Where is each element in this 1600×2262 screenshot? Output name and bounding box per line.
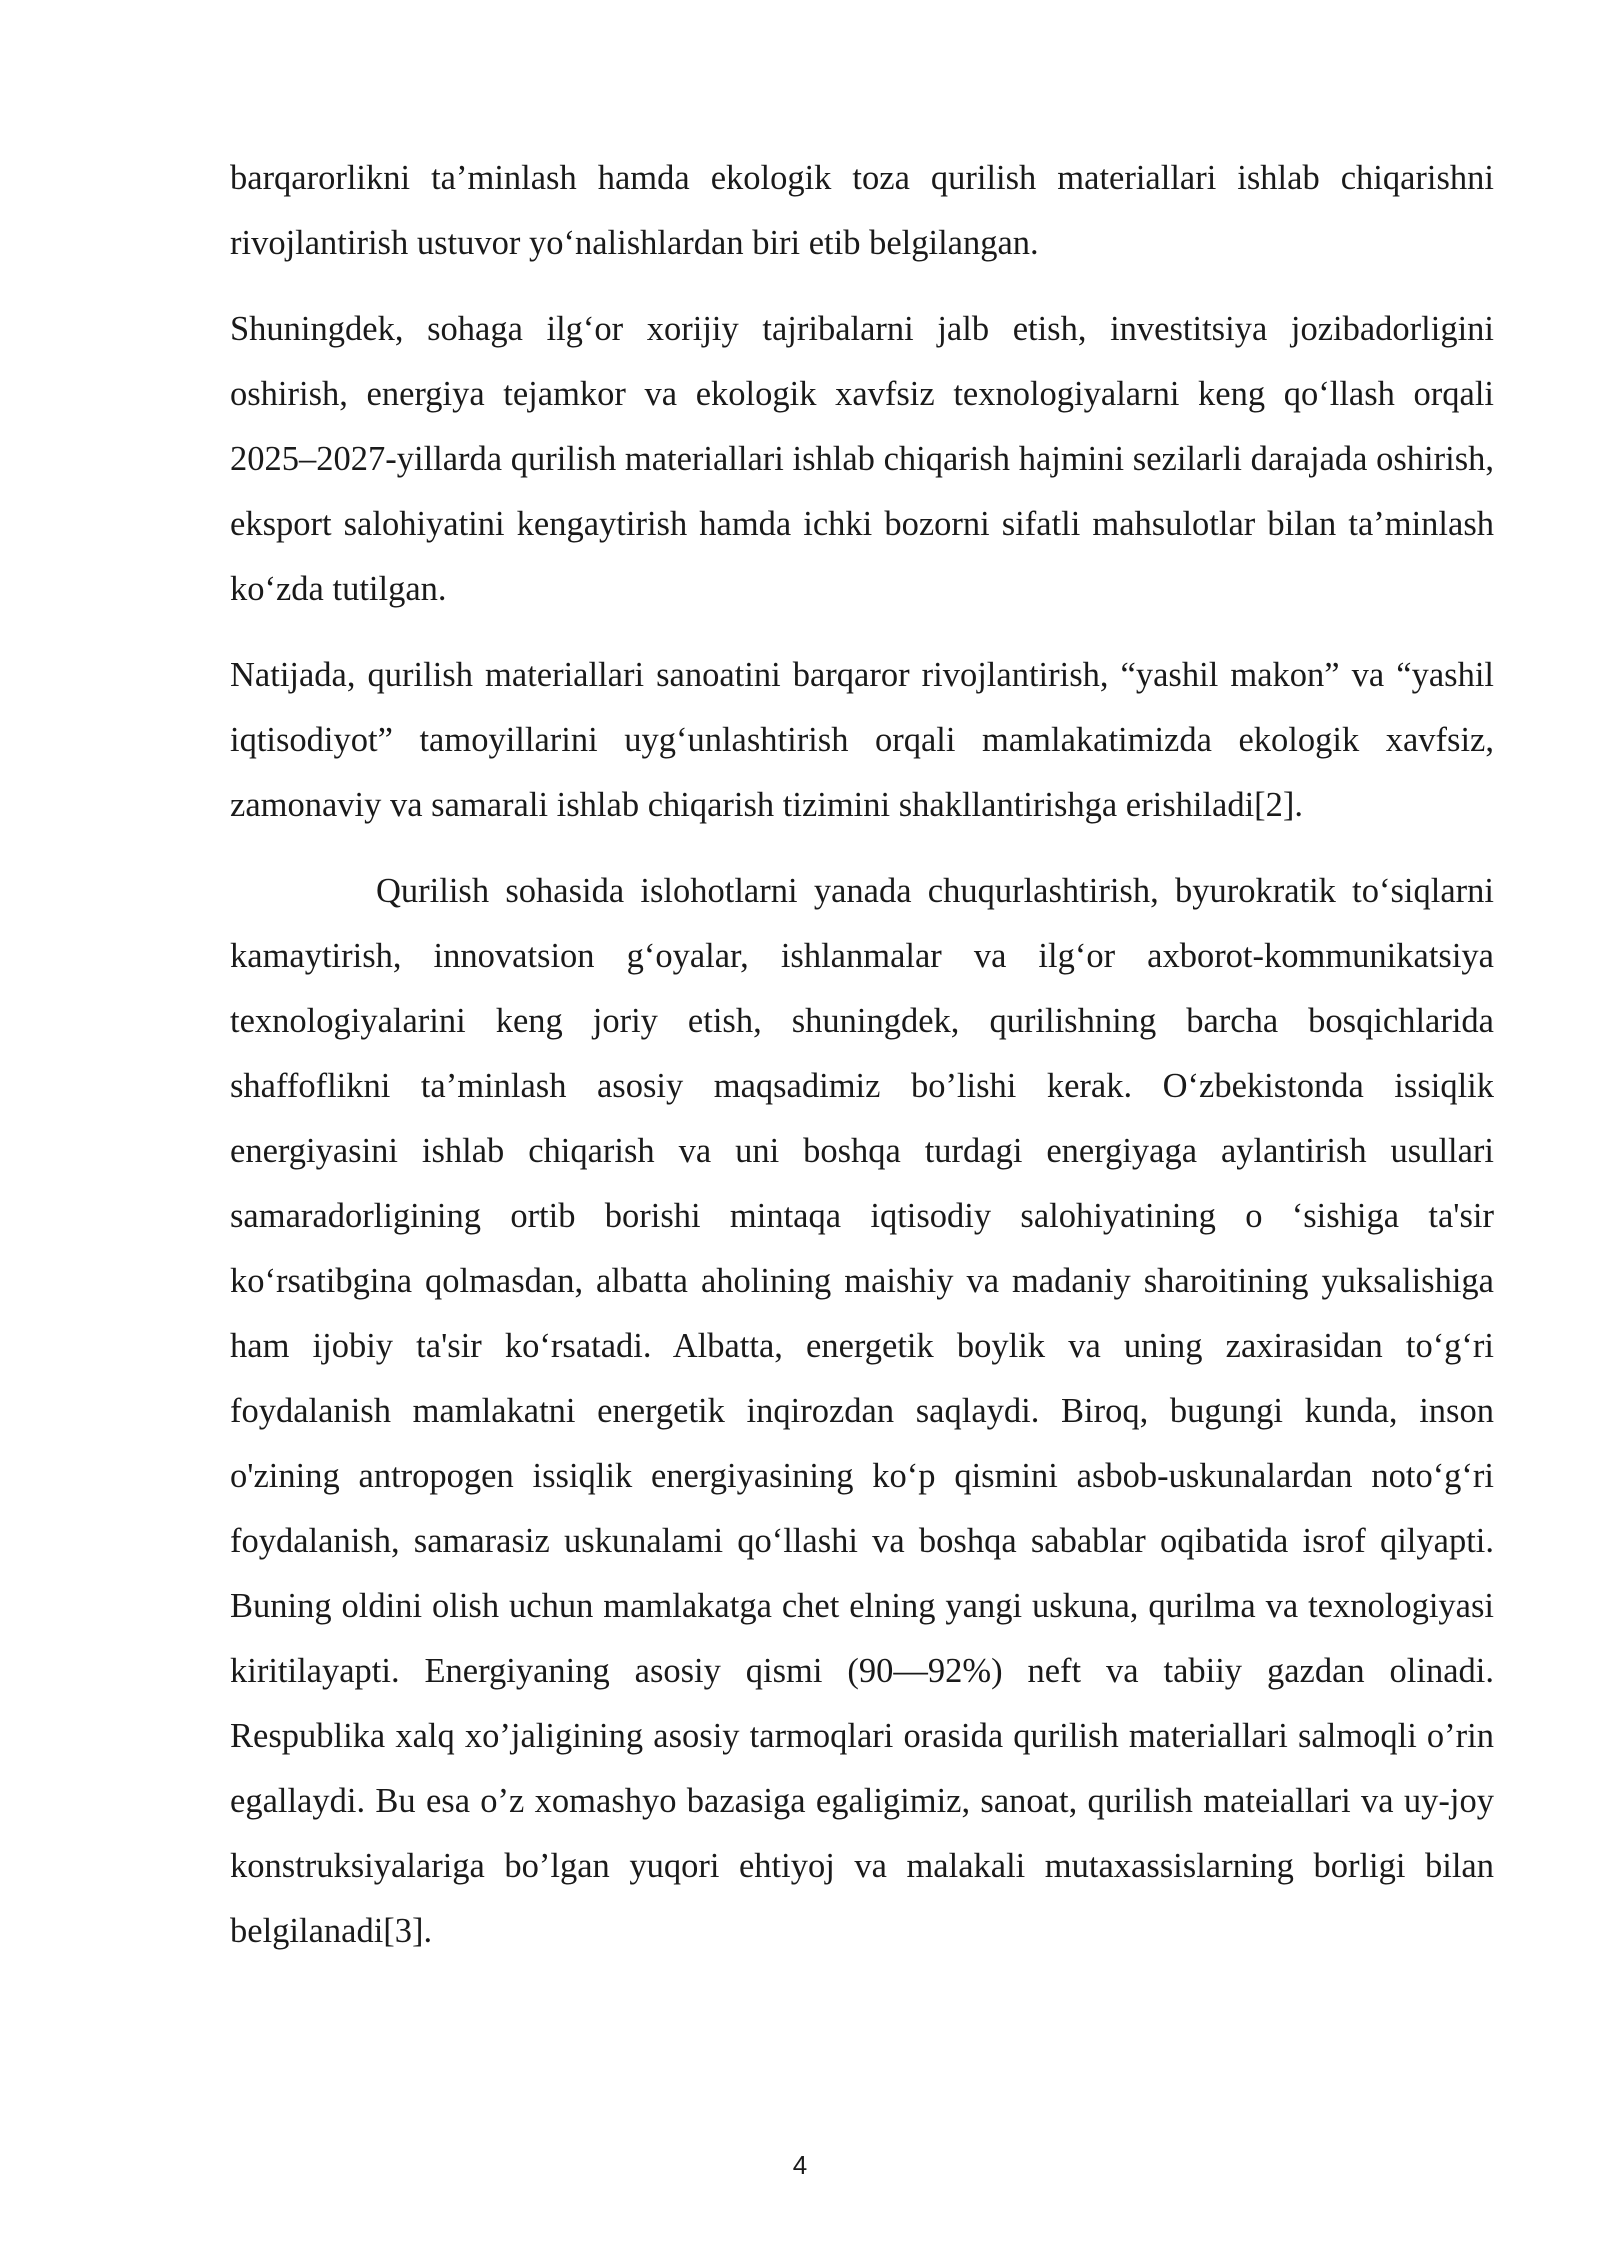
document-body xyxy=(230,146,1494,1985)
paragraph-1: barqarorlikni ta’minlash hamda ekologik toza qurilish materiallari ishlab chiqarishni rivojlantirish ustuvor yo‘nalishlardan biri etib belgilangan. xyxy=(230,159,1494,262)
paragraph-4: Qurilish sohasida islohotlarni yanada chuqurlashtirish, byurokratik to‘siqlarni kamaytirish, innovatsion g‘oyalar, ishlanmalar va ilg‘or axborot-kommunikatsiya texnologiyalarini keng joriy etish, shuningdek, qurilishning barcha bosqichlarida shaffoflikni ta’minlash asosiy maqsadimiz bo’lishi kerak. O‘zbekistonda issiqlik energiyasini ishlab chiqarish va uni boshqa turdagi energiyaga aylantirish usullari samaradorligining ortib borishi mintaqa iqtisodiy salohiyatining o ‘sishiga ta'sir ko‘rsatibgina qolmasdan, albatta aholining maishiy va madaniy sharoitining yuksalishiga ham ijobiy ta'sir ko‘rsatadi. Albatta, energetik boylik va uning zaxirasidan to‘g‘ri foydalanish mamlakatni energetik inqirozdan saqlaydi. Biroq, bugungi kunda, inson o'zining antropogen issiqlik energiyasining ko‘p qismini asbob-uskunalardan noto‘g‘ri foydalanish, samarasiz uskunalami qo‘llashi va boshqa sabablar oqibatida isrof qilyapti. Buning oldini olish uchun mamlakatga chet elning yangi uskuna, qurilma va texnologiyasi kiritilayapti. Energiyaning asosiy qismi (90—92%) neft va tabiiy gazdan olinadi. Respublika xalq xo’jaligining asosiy tarmoqlari orasida qurilish materiallari salmoqli o’rin egallaydi. Bu esa o’z xomashyo bazasiga egaligimiz, sanoat, qurilish mateiallari va uy-joy konstruksiyalariga bo’lgan yuqori ehtiyoj va malakali mutaxassislarning borligi bilan belgilanadi[3]. xyxy=(230,872,1494,1950)
paragraph-3: Natijada, qurilish materiallari sanoatini barqaror rivojlantirish, “yashil makon” va “yashil iqtisodiyot” tamoyillarini uyg‘unlashtirish orqali mamlakatimizda ekologik xavfsiz, zamonaviy va samarali ishlab chiqarish tizimini shakllantirishga erishiladi[2]. xyxy=(230,656,1494,824)
page-number: 4 xyxy=(792,2150,808,2180)
paragraph-2: Shuningdek, sohaga ilg‘or xorijiy tajribalarni jalb etish, investitsiya jozibadorligini oshirish, energiya tejamkor va ekologik xavfsiz texnologiyalarni keng qo‘llash orqali 2025–2027-yillarda qurilish materiallari ishlab chiqarish hajmini sezilarli darajada oshirish, eksport salohiyatini kengaytirish hamda ichki bozorni sifatli mahsulotlar bilan ta’minlash ko‘zda tutilgan. xyxy=(230,310,1494,608)
